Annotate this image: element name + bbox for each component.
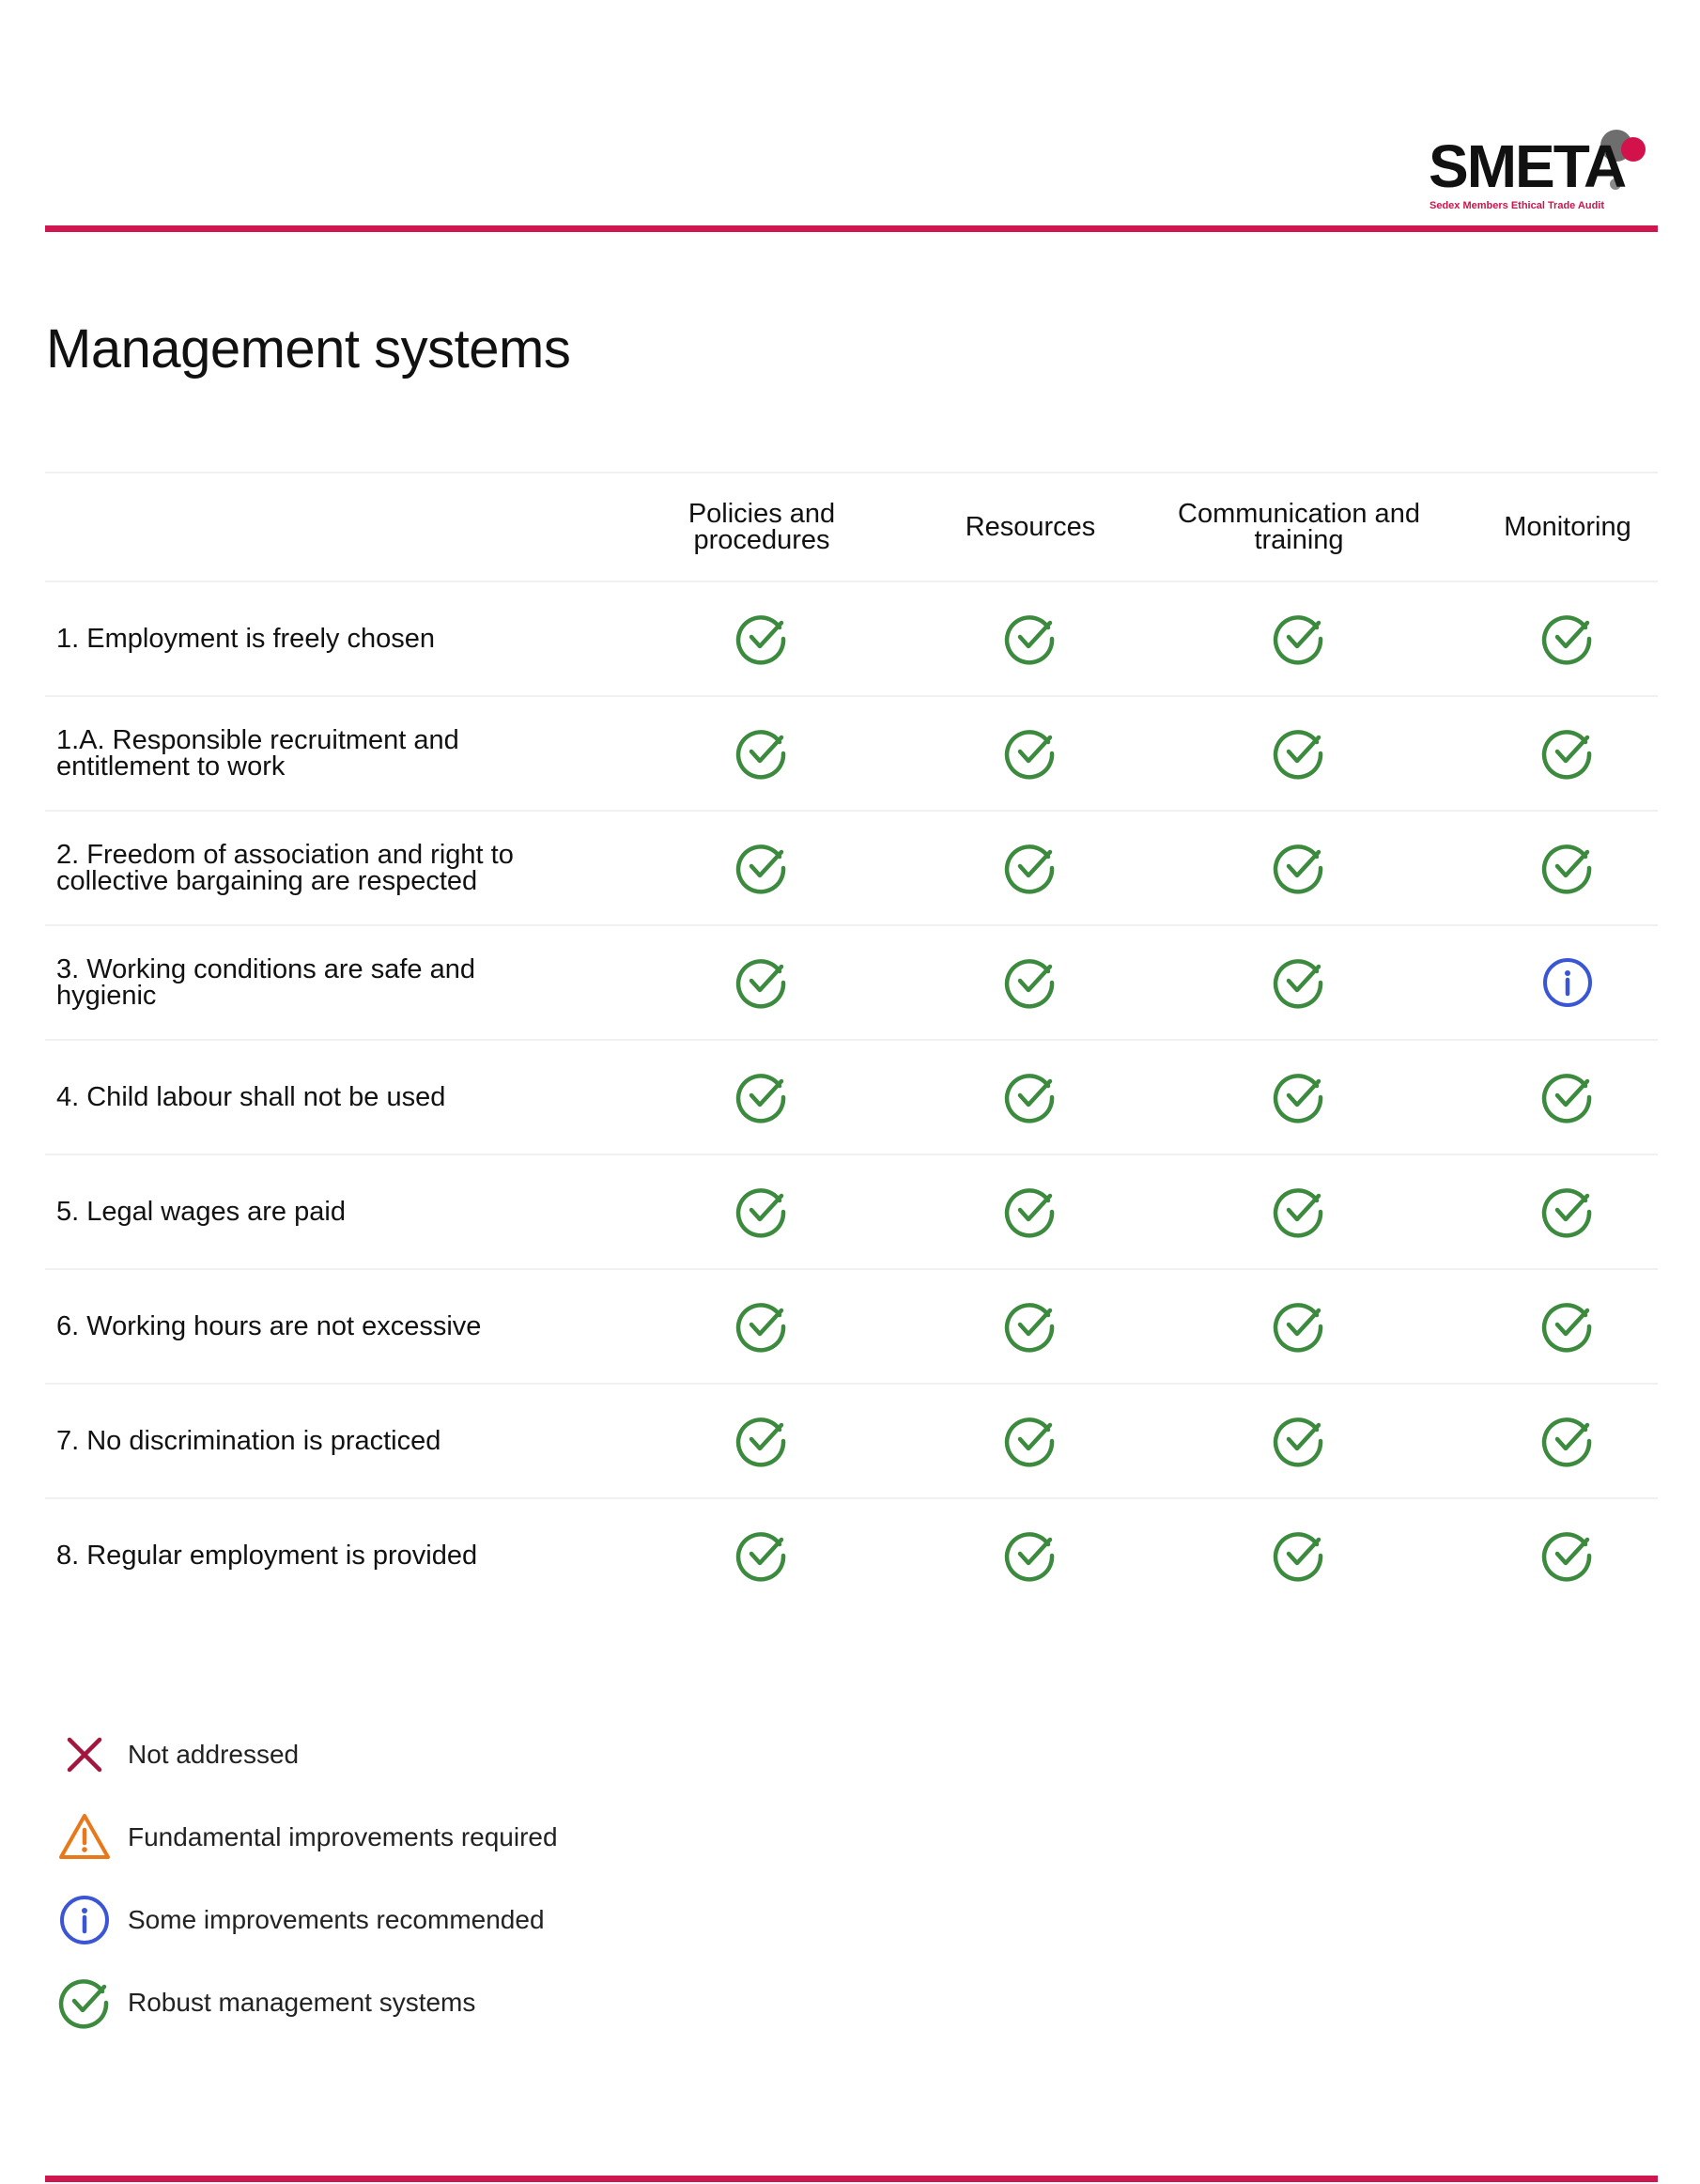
- logo-wordmark: SMETA: [1429, 132, 1626, 200]
- info-circle-icon: [1539, 954, 1596, 1011]
- column-header-policies: Policies and procedures: [688, 499, 836, 555]
- check-circle-icon: [56, 1975, 113, 2031]
- column-header-communication: Communication and training: [1178, 499, 1420, 555]
- check-circle-icon: [734, 611, 790, 667]
- smeta-logo: [1424, 126, 1649, 216]
- check-circle-icon: [1539, 1069, 1596, 1125]
- check-circle-icon: [1271, 725, 1327, 782]
- row-label: 8. Regular employment is provided: [56, 1541, 478, 1571]
- check-circle-icon: [1271, 1527, 1327, 1584]
- table-row: [45, 1385, 1658, 1499]
- column-header-resources: Resources: [965, 512, 1096, 542]
- status-cell: [1165, 1155, 1433, 1268]
- status-cell: [1165, 926, 1433, 1039]
- table-row: [45, 812, 1658, 926]
- check-circle-icon: [1271, 1069, 1327, 1125]
- status-cell: [627, 926, 896, 1039]
- status-cell: [1165, 1499, 1433, 1612]
- row-label: 7. No discrimination is practiced: [56, 1426, 441, 1456]
- table-row: [45, 1041, 1658, 1155]
- footer-rule: [45, 2176, 1658, 2182]
- check-circle-icon: [734, 1413, 790, 1469]
- table-row: [45, 926, 1658, 1041]
- status-cell: [1433, 1041, 1700, 1154]
- legend-label: Some improvements recommended: [128, 1905, 545, 1934]
- status-cell: [1165, 1041, 1433, 1154]
- header-rule: [45, 225, 1658, 232]
- check-circle-icon: [1002, 1184, 1059, 1240]
- status-cell: [1165, 697, 1433, 810]
- row-label: 1.A. Responsible recruitment and entitlement to work: [56, 725, 459, 782]
- status-cell: [627, 1499, 896, 1612]
- status-cell: [627, 697, 896, 810]
- column-header-monitoring: Monitoring: [1504, 512, 1631, 542]
- check-circle-icon: [1002, 1069, 1059, 1125]
- check-circle-icon: [1002, 725, 1059, 782]
- status-cell: [1433, 1270, 1700, 1383]
- status-cell: [896, 1270, 1165, 1383]
- x-icon: [56, 1727, 113, 1783]
- row-label: 6. Working hours are not excessive: [56, 1311, 482, 1341]
- table-row: [45, 697, 1658, 812]
- legend-label: Fundamental improvements required: [128, 1822, 558, 1851]
- table-row: [45, 582, 1658, 697]
- legend-label: Robust management systems: [128, 1988, 476, 2017]
- row-label: 5. Legal wages are paid: [56, 1197, 346, 1227]
- check-circle-icon: [1539, 1298, 1596, 1355]
- status-cell: [1433, 582, 1700, 695]
- status-cell: [627, 1385, 896, 1497]
- status-cell: [896, 1041, 1165, 1154]
- check-circle-icon: [734, 1298, 790, 1355]
- status-cell: [1433, 697, 1700, 810]
- status-cell: [896, 582, 1165, 695]
- check-circle-icon: [734, 954, 790, 1011]
- check-circle-icon: [1271, 1298, 1327, 1355]
- row-label: 4. Child labour shall not be used: [56, 1082, 446, 1112]
- management-systems-table: [45, 472, 1658, 1612]
- check-circle-icon: [1539, 1527, 1596, 1584]
- status-cell: [1433, 926, 1700, 1039]
- check-circle-icon: [1271, 954, 1327, 1011]
- table-header-row: [45, 472, 1658, 582]
- table-body: [45, 582, 1658, 1612]
- status-cell: [896, 1155, 1165, 1268]
- status-cell: [627, 582, 896, 695]
- check-circle-icon: [734, 1527, 790, 1584]
- status-cell: [627, 1270, 896, 1383]
- legend-item-fundamental: [56, 1796, 558, 1879]
- status-cell: [896, 1499, 1165, 1612]
- status-cell: [1165, 582, 1433, 695]
- legend-item-robust: [56, 1961, 558, 2044]
- status-cell: [1433, 1155, 1700, 1268]
- check-circle-icon: [1002, 840, 1059, 896]
- row-label: 3. Working conditions are safe and hygienic: [56, 954, 476, 1011]
- page-title: Management systems: [46, 318, 571, 379]
- check-circle-icon: [734, 840, 790, 896]
- check-circle-icon: [1002, 1527, 1059, 1584]
- status-cell: [896, 926, 1165, 1039]
- status-cell: [896, 697, 1165, 810]
- check-circle-icon: [1271, 1413, 1327, 1469]
- check-circle-icon: [734, 1069, 790, 1125]
- check-circle-icon: [1002, 954, 1059, 1011]
- check-circle-icon: [1539, 725, 1596, 782]
- status-cell: [1165, 1385, 1433, 1497]
- check-circle-icon: [1002, 1413, 1059, 1469]
- warning-triangle-icon: [56, 1809, 113, 1866]
- status-cell: [1433, 812, 1700, 924]
- check-circle-icon: [1002, 1298, 1059, 1355]
- row-label: 1. Employment is freely chosen: [56, 624, 435, 654]
- check-circle-icon: [734, 1184, 790, 1240]
- legend-item-not-addressed: [56, 1713, 558, 1796]
- legend-item-some-improvements: [56, 1879, 558, 1961]
- status-cell: [1433, 1499, 1700, 1612]
- check-circle-icon: [734, 725, 790, 782]
- status-cell: [627, 812, 896, 924]
- check-circle-icon: [1539, 1184, 1596, 1240]
- check-circle-icon: [1539, 840, 1596, 896]
- check-circle-icon: [1002, 611, 1059, 667]
- table-row: [45, 1270, 1658, 1385]
- status-cell: [1165, 1270, 1433, 1383]
- legend-label: Not addressed: [128, 1740, 300, 1769]
- status-cell: [627, 1155, 896, 1268]
- status-cell: [896, 812, 1165, 924]
- check-circle-icon: [1271, 1184, 1327, 1240]
- row-label: 2. Freedom of association and right to collective bargaining are respected: [56, 840, 514, 896]
- status-cell: [627, 1041, 896, 1154]
- status-cell: [1433, 1385, 1700, 1497]
- legend: [56, 1713, 558, 2044]
- table-row: [45, 1155, 1658, 1270]
- status-cell: [1165, 812, 1433, 924]
- logo-tagline: Sedex Members Ethical Trade Audit: [1430, 200, 1605, 211]
- info-circle-icon: [56, 1892, 113, 1948]
- check-circle-icon: [1271, 840, 1327, 896]
- check-circle-icon: [1539, 1413, 1596, 1469]
- check-circle-icon: [1539, 611, 1596, 667]
- table-row: [45, 1499, 1658, 1612]
- status-cell: [896, 1385, 1165, 1497]
- check-circle-icon: [1271, 611, 1327, 667]
